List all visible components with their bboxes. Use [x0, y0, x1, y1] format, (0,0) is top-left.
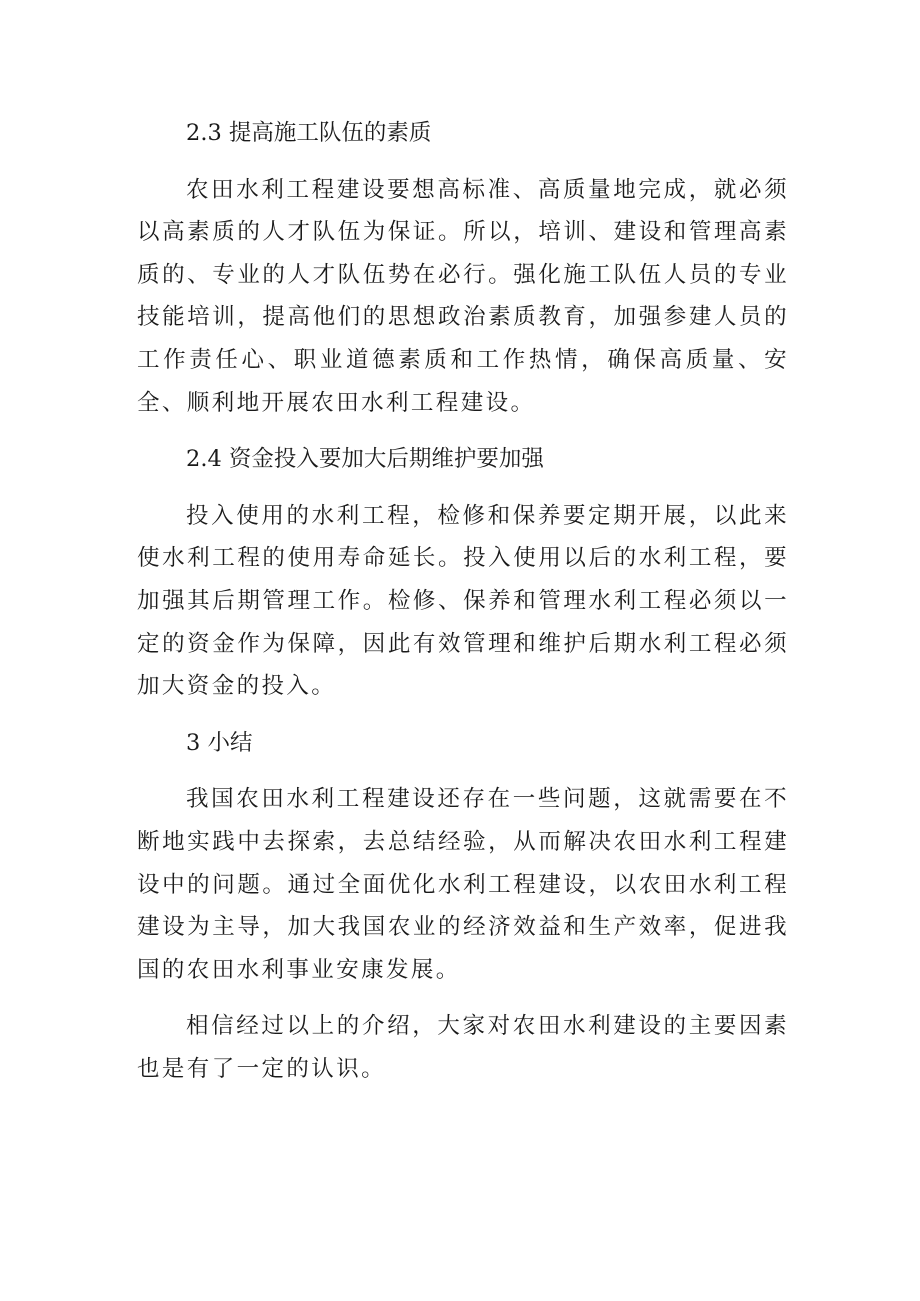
section-heading-3: 3 小结: [186, 729, 253, 756]
section-paragraph-2-4: 投入使用的水利工程，检修和保养要定期开展，以此来使水利工程的使用寿命延长。投入使用以后的水利工程，要加强其后期管理工作。检修、保养和管理水利工程必须以一定的资金作为保障，因此有效管理和维护后期水利工程必须加大资金的投入。: [137, 502, 789, 700]
section-paragraph-2-3: 农田水利工程建设要想高标准、高质量地完成，就必须以高素质的人才队伍为保证。所以，培训、建设和管理高素质的、专业的人才队伍势在必行。强化施工队伍人员的专业技能培训，提高他们的思想政治素质教育，加强参建人员的工作责任心、职业道德素质和工作热情，确保高质量、安全、顺利地开展农田水利工程建设。: [137, 176, 789, 416]
section-heading-2-3: 2.3 提高施工队伍的素质: [186, 120, 432, 146]
section-paragraph-3: 我国农田水利工程建设还存在一些问题，这就需要在不断地实践中去探索，去总结经验，从而解决农田水利工程建设中的问题。通过全面优化水利工程建设，以农田水利工程建设为主导，加大我国农业的经济效益和生产效率，促进我国的农田水利事业安康发展。: [137, 786, 789, 983]
document-body: [137, 112, 789, 1090]
closing-paragraph: 相信经过以上的介绍，大家对农田水利建设的主要因素也是有了一定的认识。: [137, 1013, 789, 1082]
section-heading-2-4: 2.4 资金投入要加大后期维护要加强: [186, 446, 544, 473]
